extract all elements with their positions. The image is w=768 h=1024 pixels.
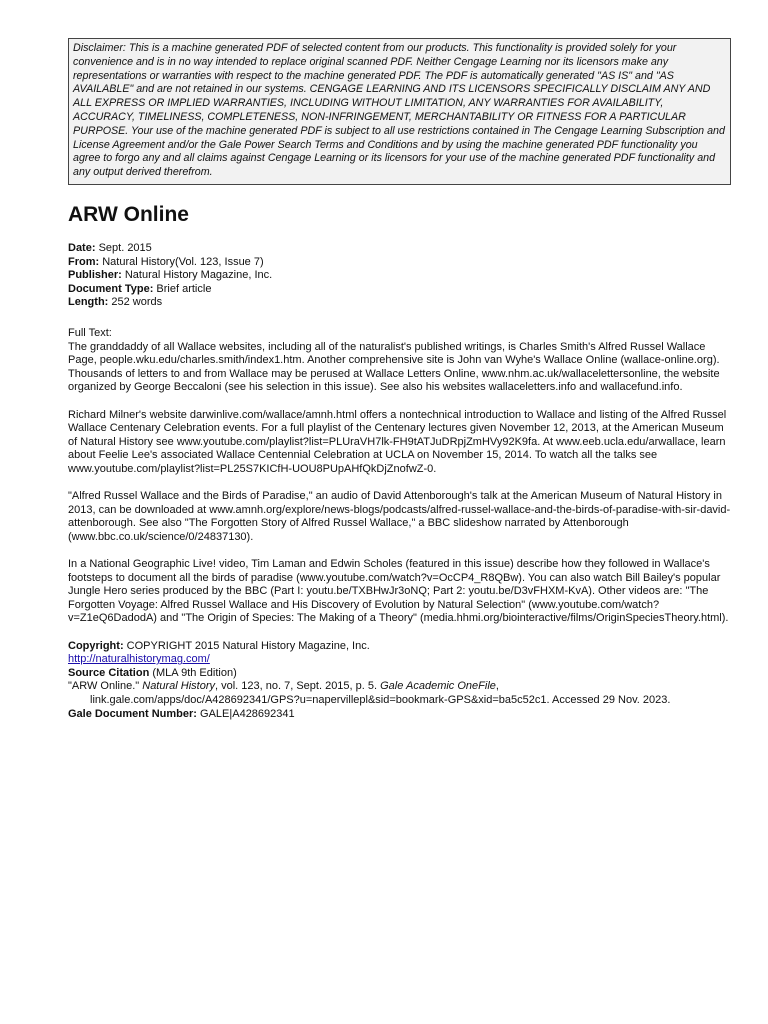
source-citation-edition: (MLA 9th Edition) xyxy=(152,666,237,679)
meta-from-value: Natural History(Vol. 123, Issue 7) xyxy=(102,255,264,268)
meta-from-label: From: xyxy=(68,255,100,268)
gale-doc-number: GALE|A428692341 xyxy=(200,707,295,720)
document-page xyxy=(68,38,732,721)
metadata-block xyxy=(68,242,732,310)
body-paragraph: "Alfred Russel Wallace and the Birds of Paradise," an audio of David Attenborough's talk at the American Museum of Natural History in 2013, can be downloaded at www.amnh.org/explore/news-blogs/podcasts/alfred-russel-wallace-and-the-birds-of-paradise-with-sir-david-attenborough. See also "The Forgotten Story of Alfred Russel Wallace," a BBC slideshow narrated by Attenborough (www.bbc.co.uk/science/0/24837130). xyxy=(68,490,731,543)
citation-block xyxy=(68,640,732,722)
meta-publisher-value: Natural History Magazine, Inc. xyxy=(124,269,273,282)
meta-length-label: Length: xyxy=(68,296,109,309)
meta-publisher xyxy=(68,269,732,283)
gale-doc-label: Gale Document Number: xyxy=(68,707,197,720)
meta-doctype-value: Brief article xyxy=(156,282,212,295)
citation-title: "ARW Online." xyxy=(68,680,140,693)
body-paragraph: Richard Milner's website darwinlive.com/wallace/amnh.html offers a nontechnical introduction to Wallace and listing of the Alfred Russel Wallace Centenary Celebration events. For a full playlist of the Centenary lectures given November 12, 2013, at the American Museum of Natural History see www.youtube.com/playlist?list=PLUraVH7lk-FH9tATJuDRpjZmHVy92K9fa. At www.eeb.ucla.edu/arwallace, learn about Feelie Lee's associated Wallace Centennial Celebration at UCLA on November 15, 2014. To watch all the talks see www.youtube.com/playlist?list=PL25S7KICfH-UOU8PUpAHfQkDjZnofwZ-0. xyxy=(68,408,727,475)
article-body xyxy=(68,341,732,626)
article-title: ARW Online xyxy=(68,202,189,226)
citation-text xyxy=(68,680,732,707)
meta-date-value: Sept. 2015 xyxy=(98,241,152,254)
meta-length xyxy=(68,296,732,310)
disclaimer-text: Disclaimer: This is a machine generated PDF of selected content from our products. This functionality is provided solely for your convenience and is in no way intended to replace original scanned PDF. Neither Cengage Learning nor its licensors make any representations or warranties with respect to the machine generated PDF. The PDF is automatically generated "AS IS" and "AS AVAILABLE" and are not retained in our systems. CENGAGE LEARNING AND ITS LICENSORS SPECIFICALLY DISCLAIM ANY AND ALL EXPRESS OR IMPLIED WARRANTIES, INCLUDING WITHOUT LIMITATION, ANY WARRANTIES FOR AVAILABILITY, ACCURACY, TIMELINESS, COMPLETENESS, NON-INFRINGEMENT, MERCHANTABILITY OR FITNESS FOR A PARTICULAR PURPOSE. Your use of the machine generated PDF is subject to all use restrictions contained in The Cengage Learning Subscription and License Agreement and/or the Gale Power Search Terms and Conditions and by using the machine generated PDF functionality you agree to forgo any and all claims against Cengage Learning or its licensors for your use of the machine generated PDF functionality and any output derived therefrom. xyxy=(73,42,725,179)
body-paragraph: The granddaddy of all Wallace websites, including all of the naturalist's published writings, is Charles Smith's Alfred Russel Wallace Page, people.wku.edu/charles.smith/index1.htm. Another comprehensive site is John van Wyhe's Wallace Online (wallace-online.org). Thousands of letters to and from Wallace may be perused at Wallace Letters Online, www.nhm.ac.uk/wallacelettersonline, the website organized by George Beccaloni (see his selection in this issue). See also his websites wallaceletters.info and wallacefund.info. xyxy=(68,340,720,394)
citation-comma: , xyxy=(495,680,499,693)
publisher-link[interactable]: http://naturalhistorymag.com/ xyxy=(68,653,210,666)
copyright-line xyxy=(68,640,732,654)
meta-date xyxy=(68,242,732,256)
citation-journal: Natural History xyxy=(142,680,215,693)
body-paragraph: In a National Geographic Live! video, Tim Laman and Edwin Scholes (featured in this issue) describe how they followed in Wallace's footsteps to document all the birds of paradise (www.youtube.com/watch?v=OcCP4_R8QBw). You can also watch Bill Bailey's popular Jungle Hero series produced by the BBC (Part I: youtu.be/TXBHwJr3oNQ; Part 2: youtu.be/D3vFHXM-KvA). Other videos are: "The Forgotten Voyage: Alfred Russel Wallace and His Discovery of Evolution by Natural Selection" (www.youtube.com/watch?v=Z1eQ6DadodA) and "The Origin of Species: The Making of a Theory" (media.hhmi.org/biointeractive/films/OriginSpeciesTheory.html). xyxy=(68,558,729,625)
meta-from xyxy=(68,256,732,270)
full-text-label: Full Text: xyxy=(68,326,112,339)
gale-document-number-line xyxy=(68,708,732,722)
meta-publisher-label: Publisher: xyxy=(68,269,122,282)
citation-database: Gale Academic OneFile xyxy=(380,680,496,693)
source-citation-label: Source Citation xyxy=(68,666,150,679)
citation-link-line: link.gale.com/apps/doc/A428692341/GPS?u=napervillepl&sid=bookmark-GPS&xid=ba5c52c1. Accessed 29 Nov. 2023. xyxy=(90,693,671,706)
copyright-value: COPYRIGHT 2015 Natural History Magazine, Inc. xyxy=(126,639,370,652)
meta-length-value: 252 words xyxy=(111,296,163,309)
meta-doctype-label: Document Type: xyxy=(68,282,154,295)
citation-details: , vol. 123, no. 7, Sept. 2015, p. 5. xyxy=(215,680,378,693)
copyright-link-line xyxy=(68,653,732,667)
copyright-label: Copyright: xyxy=(68,639,124,652)
disclaimer-box xyxy=(68,38,731,185)
source-citation-line xyxy=(68,667,732,681)
meta-doctype xyxy=(68,283,732,297)
meta-date-label: Date: xyxy=(68,241,96,254)
